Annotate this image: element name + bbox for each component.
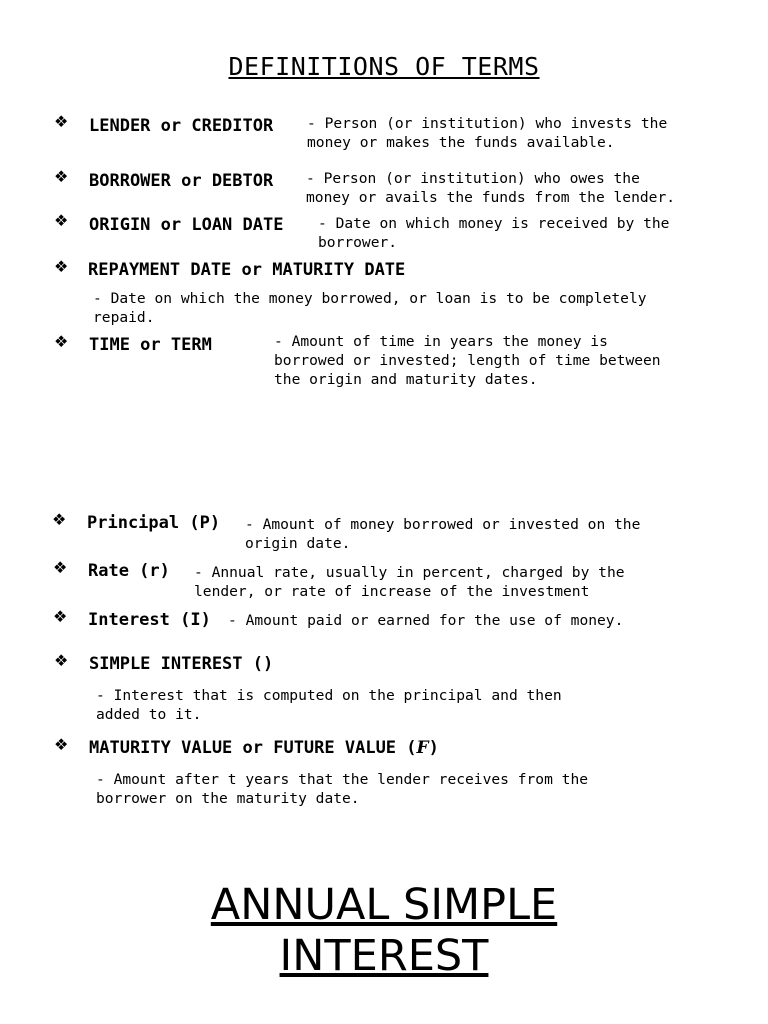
bullet-icon: ❖ bbox=[53, 607, 68, 626]
page-title: DEFINITIONS OF TERMS bbox=[228, 52, 540, 81]
future-value-variable: F bbox=[416, 738, 429, 758]
definition-rate: - Annual rate, usually in percent, charged by the lender, or rate of increase of the investment bbox=[194, 564, 625, 600]
term-maturity-value-prefix: MATURITY VALUE or FUTURE VALUE ( bbox=[89, 738, 417, 758]
definition-simple-interest: - Interest that is computed on the principal and then added to it. bbox=[96, 687, 562, 723]
bullet-icon: ❖ bbox=[52, 510, 67, 529]
term-maturity-value-suffix: ) bbox=[428, 738, 439, 758]
bullet-icon: ❖ bbox=[54, 211, 69, 230]
definition-principal: - Amount of money borrowed or invested on the origin date. bbox=[245, 516, 641, 552]
bullet-icon: ❖ bbox=[54, 332, 69, 351]
term-simple-interest: SIMPLE INTEREST () bbox=[89, 654, 274, 674]
term-lender: LENDER or CREDITOR bbox=[89, 116, 274, 136]
term-repayment: REPAYMENT DATE or MATURITY DATE bbox=[88, 260, 406, 280]
bullet-icon: ❖ bbox=[53, 558, 68, 577]
bullet-icon: ❖ bbox=[54, 167, 69, 186]
section-title bbox=[0, 880, 768, 982]
term-maturity-value bbox=[89, 738, 439, 758]
term-principal: Principal (P) bbox=[87, 513, 221, 533]
bullet-icon: ❖ bbox=[54, 735, 69, 754]
term-rate: Rate (r) bbox=[88, 561, 170, 581]
definition-lender: - Person (or institution) who invests the money or makes the funds available. bbox=[307, 115, 668, 151]
bullet-icon: ❖ bbox=[54, 112, 69, 131]
definition-borrower: - Person (or institution) who owes the money or avails the funds from the lender. bbox=[306, 170, 676, 206]
term-time: TIME or TERM bbox=[89, 335, 212, 355]
definition-origin: - Date on which money is received by the borrower. bbox=[318, 215, 670, 251]
term-borrower: BORROWER or DEBTOR bbox=[89, 171, 274, 191]
definition-repayment: - Date on which the money borrowed, or loan is to be completely repaid. bbox=[93, 290, 647, 326]
bullet-icon: ❖ bbox=[54, 651, 69, 670]
definition-time: - Amount of time in years the money is borrowed or invested; length of time between the origin and maturity dates. bbox=[274, 333, 661, 388]
bullet-icon: ❖ bbox=[54, 257, 69, 276]
section-title-text: ANNUAL SIMPLE INTEREST bbox=[210, 880, 558, 981]
term-origin: ORIGIN or LOAN DATE bbox=[89, 215, 284, 235]
definition-interest: - Amount paid or earned for the use of money. bbox=[228, 612, 624, 629]
definition-maturity-value: - Amount after t years that the lender receives from the borrower on the maturity date. bbox=[96, 771, 589, 807]
term-interest: Interest (I) bbox=[88, 610, 211, 630]
